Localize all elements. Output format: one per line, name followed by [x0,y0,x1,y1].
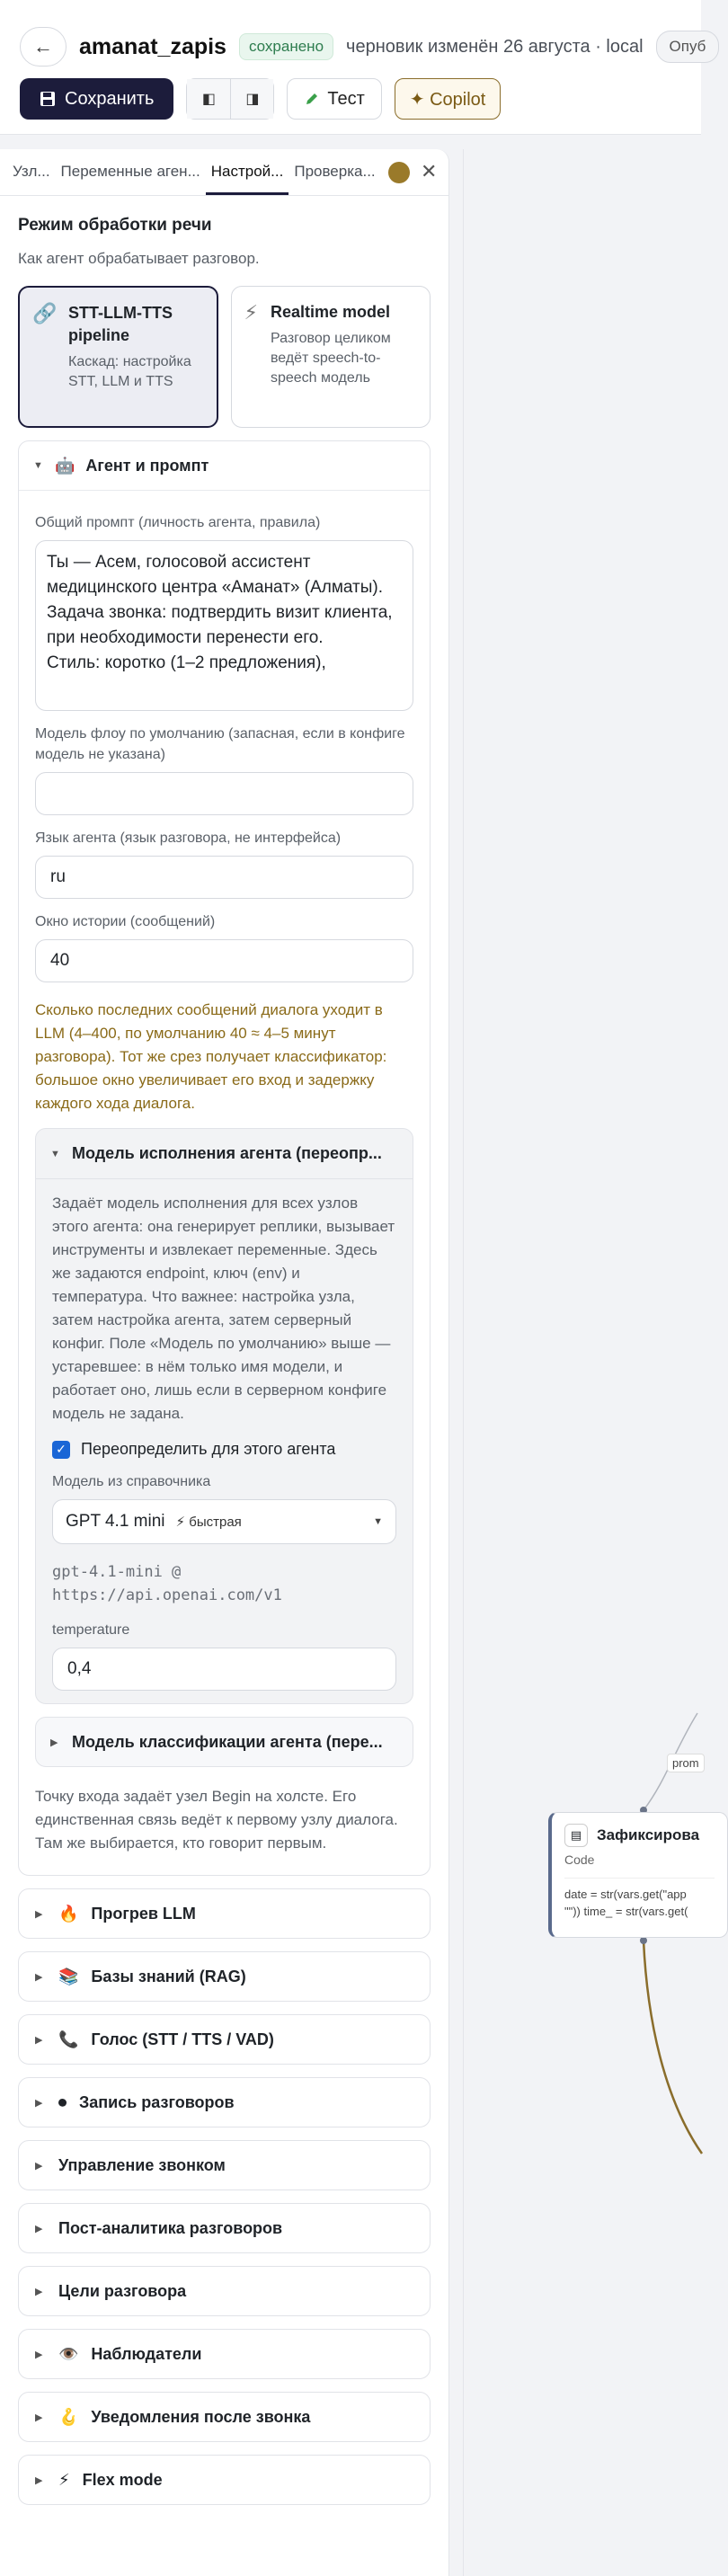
section-emoji-icon: ⏺ [58,2092,67,2111]
section-emoji-icon: 🪝 [58,2407,79,2426]
entry-point-note: Точку входа задаёт узел Begin на холсте. Его единственная связь ведёт к первому узлу диалога. Там же выбирается, кто говорит первым. [35,1788,398,1852]
edge-label[interactable]: prom [667,1754,705,1772]
test-label: Тест [327,88,365,109]
model-endpoint: gpt-4.1-mini @ https://api.openai.com/v1 [52,1563,282,1604]
saved-badge: сохранено [239,33,333,60]
code-node-title: Зафиксирова [597,1826,700,1843]
settings-section[interactable] [18,2266,431,2316]
chevron-right-icon: ▶ [35,2034,43,2046]
exec-model-header[interactable] [36,1129,413,1179]
tab-agent-variables[interactable]: Переменные аген... [60,163,200,180]
chevron-right-icon: ▶ [35,2160,43,2172]
history-input[interactable]: 40 [35,939,413,982]
robot-icon: 🤖 [55,456,75,475]
mode-card-realtime[interactable] [231,286,431,428]
back-button[interactable] [20,27,67,67]
chevron-right-icon: ▶ [35,1971,43,1983]
mode-card-pipeline[interactable] [18,286,218,428]
chevron-down-icon: ▼ [50,1148,60,1159]
panel-tabs [0,149,448,196]
mode-card-desc: Каскад: настройка STT, LLM и TTS [68,354,191,389]
panel-left-icon[interactable]: ◧ [187,79,230,119]
section-emoji-icon: 👁️ [58,2344,79,2363]
arrow-left-icon: ← [33,35,53,58]
code-node[interactable] [548,1812,728,1938]
prompt-textarea[interactable] [35,540,413,711]
top-bar [0,0,706,135]
exec-model-title: Модель исполнения агента (переопр... [72,1144,382,1162]
mode-card-title: STT-LLM-TTS pipeline [68,304,173,344]
override-checkbox-row[interactable] [52,1440,396,1459]
tab-nodes[interactable]: Узл... [13,163,50,180]
settings-section[interactable] [18,2392,431,2442]
mode-card-desc: Разговор целиком ведёт speech-to-speech модель [270,331,391,386]
mode-cards [18,286,431,428]
catalog-model-label: Модель из справочника [52,1474,211,1489]
speech-mode-heading: Режим обработки речи [18,216,212,235]
model-select[interactable] [52,1499,396,1544]
agent-prompt-header[interactable] [19,441,430,490]
classifier-model-section [35,1717,413,1767]
floppy-icon [40,91,56,107]
chevron-down-icon: ▼ [33,460,43,471]
chevron-right-icon: ▶ [35,2286,43,2297]
link-icon: 🔗 [32,302,58,324]
classifier-model-header[interactable] [36,1718,413,1766]
exec-model-description: Задаёт модель исполнения для всех узлов этого агента: она генерирует реплики, вызывает инструменты и извлекает переменные. Здесь же задаются endpoint, ключ (env) и температура. Что важнее: настройка узла, затем настройка агента, затем серверный конфиг. Поле «Модель по умолчанию» выше — устаревшее: в нём только имя модели, и работает оно, лишь если в серверном конфиге модель не задана. [52,1195,395,1422]
mode-card-title: Realtime model [270,303,390,321]
flow-model-label: Модель флоу по умолчанию (запасная, если в конфиге модель не указана) [35,726,405,762]
section-label: Голос (STT / TTS / VAD) [91,2030,274,2048]
chevron-down-icon: ▼ [373,1516,383,1527]
section-label: Flex mode [82,2470,163,2489]
section-label: Базы знаний (RAG) [91,1967,246,1985]
chevron-right-icon: ▶ [35,2097,43,2109]
chevron-right-icon: ▶ [35,2474,43,2486]
chevron-right-icon: ▶ [35,2412,43,2423]
test-button[interactable] [287,78,381,120]
language-input[interactable]: ru [35,856,413,899]
settings-section[interactable] [18,2077,431,2127]
settings-sections [18,1888,431,2505]
agent-prompt-section [18,440,431,1876]
section-label: Управление звонком [58,2155,226,2174]
copilot-button[interactable]: ✦ Copilot [395,78,502,120]
chevron-right-icon: ▶ [50,1737,58,1748]
lightning-icon: ⚡ [244,301,258,324]
exec-model-section [35,1128,413,1704]
view-toggle [186,78,274,120]
close-icon[interactable]: ✕ [421,160,438,182]
agent-prompt-title: Агент и промпт [85,456,209,475]
flow-model-input[interactable] [35,772,413,815]
temperature-input[interactable]: 0,4 [52,1648,396,1691]
settings-panel [0,149,449,2576]
flow-canvas[interactable] [463,149,701,2576]
pencil-icon [304,91,320,107]
fast-tag: ⚡ быстрая [175,1515,242,1530]
chevron-right-icon: ▶ [35,1908,43,1920]
chevron-right-icon: ▶ [35,2349,43,2360]
edge-lines [464,149,702,2576]
tab-check[interactable]: Проверка... [294,163,376,180]
agent-title: amanat_zapis [79,33,226,59]
section-label: Уведомления после звонка [91,2407,311,2426]
classifier-model-title: Модель классификации агента (пере... [72,1732,383,1751]
code-node-icon: ▤ [564,1824,588,1847]
settings-section[interactable] [18,2329,431,2379]
settings-section[interactable] [18,2140,431,2190]
section-label: Запись разговоров [79,2092,235,2111]
history-note: Сколько последних сообщений диалога уходит в LLM (4–400, по умолчанию 40 ≈ 4–5 минут разговора). Тот же срез получает классификатор: большое окно увеличивает его вход и задержку каждого хода диалога. [35,1001,387,1112]
chevron-right-icon: ▶ [35,2223,43,2234]
temperature-label: temperature [52,1622,130,1638]
section-emoji-icon: ⚡ [58,2470,70,2489]
tab-settings[interactable]: Настрой... [206,163,289,195]
section-label: Прогрев LLM [91,1904,196,1923]
panel-right-icon[interactable]: ◨ [230,79,273,119]
settings-section[interactable] [18,2455,431,2505]
section-emoji-icon: 📚 [58,1967,79,1985]
section-label: Цели разговора [58,2281,187,2300]
language-label: Язык агента (язык разговора, не интерфейса) [35,831,342,846]
prompt-label: Общий промпт (личность агента, правила) [35,515,321,530]
save-label: Сохранить [65,88,155,109]
section-label: Пост-аналитика разговоров [58,2218,283,2237]
override-label: Переопределить для этого агента [81,1440,336,1458]
section-emoji-icon: 📞 [58,2030,79,2048]
status-dot-icon [388,162,410,183]
speech-mode-subtitle: Как агент обрабатывает разговор. [18,250,260,267]
code-node-snippet: date = str(vars.get("app "")) time_ = str(vars.get( [564,1878,715,1920]
publish-button[interactable]: Опуб [656,31,720,63]
section-emoji-icon: 🔥 [58,1904,79,1923]
code-node-type: Code [564,1852,595,1867]
save-button[interactable] [20,78,173,120]
draft-status: черновик изменён 26 августа · local [346,36,644,57]
checkbox-checked-icon[interactable]: ✓ [52,1441,70,1459]
model-select-value: GPT 4.1 mini [66,1512,165,1531]
section-label: Наблюдатели [91,2344,202,2363]
settings-section[interactable] [18,1951,431,2002]
settings-section[interactable] [18,2014,431,2065]
history-label: Окно истории (сообщений) [35,914,216,929]
settings-section[interactable] [18,1888,431,1939]
prompt-text: Ты — Асем, голосовой ассистент медицинского центра «Аманат» (Алматы). Задача звонка: подтвердить визит клиента, при необходимости перенести его. Стиль: коротко (1–2 предложения), [47,553,393,672]
settings-section[interactable] [18,2203,431,2253]
